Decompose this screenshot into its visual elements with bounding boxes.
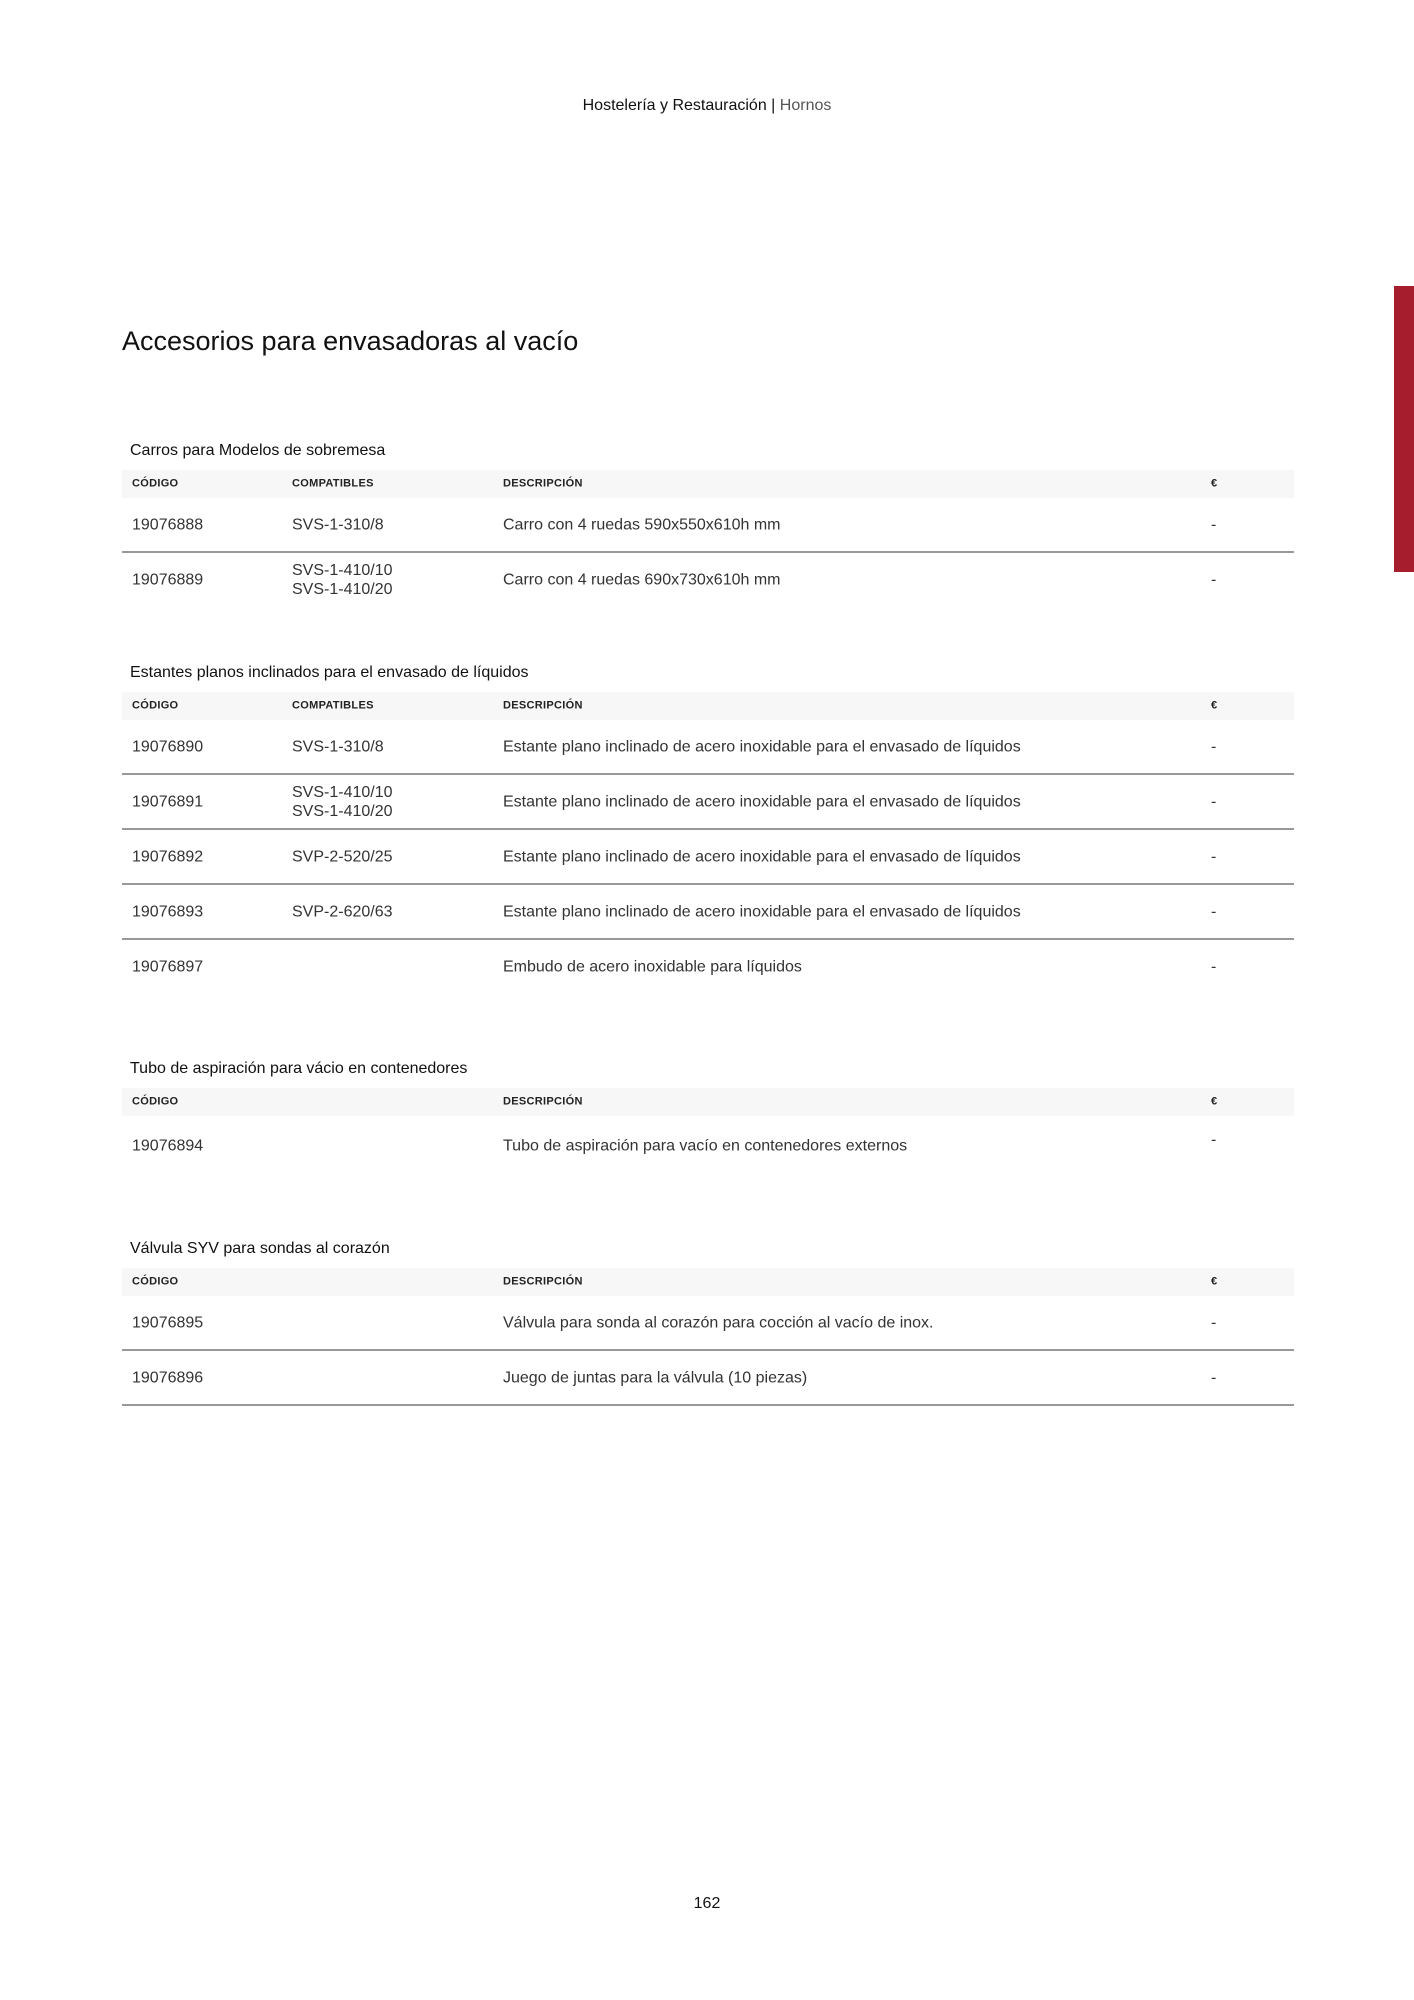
section-title: Válvula SYV para sondas al corazón	[130, 1240, 390, 1257]
table-header	[122, 692, 1294, 720]
table-row	[122, 553, 1294, 606]
running-header	[0, 97, 1414, 115]
col-price: €	[1211, 699, 1218, 712]
row-compat: SVS-1-310/8	[292, 516, 384, 533]
row-desc: Estante plano inclinado de acero inoxidable para el envasado de líquidos	[503, 848, 1021, 865]
section-tubo	[122, 1060, 1294, 1176]
col-code: CÓDIGO	[132, 477, 179, 490]
row-compat: SVS-1-310/8	[292, 738, 384, 755]
col-description: DESCRIPCIÓN	[503, 699, 583, 712]
col-price: €	[1211, 1095, 1218, 1108]
row-desc: Tubo de aspiración para vacío en contenedores externos	[503, 1137, 908, 1155]
compat-item: SVS-1-410/20	[292, 580, 393, 598]
table-row	[122, 885, 1294, 940]
row-code: 19076894	[132, 1137, 204, 1155]
row-price: -	[1211, 1314, 1217, 1331]
row-desc: Carro con 4 ruedas 690x730x610h mm	[503, 571, 781, 588]
row-desc: Carro con 4 ruedas 590x550x610h mm	[503, 516, 781, 533]
row-desc: Juego de juntas para la válvula (10 piezas)	[503, 1369, 808, 1386]
section-title: Tubo de aspiración para vácio en contenedores	[130, 1060, 468, 1077]
table-row	[122, 775, 1294, 830]
header-separator: |	[771, 97, 776, 114]
col-code: CÓDIGO	[132, 1275, 179, 1288]
row-price: -	[1211, 903, 1217, 920]
row-code: 19076889	[132, 571, 204, 588]
row-compat	[292, 561, 393, 599]
row-code: 19076891	[132, 793, 204, 810]
row-price: -	[1211, 571, 1217, 588]
row-code: 19076888	[132, 516, 204, 533]
row-price: -	[1211, 848, 1217, 865]
row-price: -	[1211, 958, 1217, 975]
col-description: DESCRIPCIÓN	[503, 1095, 583, 1108]
col-price: €	[1211, 477, 1218, 490]
row-price: -	[1211, 1131, 1217, 1149]
row-price: -	[1211, 793, 1217, 810]
col-code: CÓDIGO	[132, 699, 179, 712]
table-header	[122, 1088, 1294, 1116]
row-desc: Estante plano inclinado de acero inoxidable para el envasado de líquidos	[503, 903, 1021, 920]
row-price: -	[1211, 738, 1217, 755]
page-number: 162	[693, 1895, 721, 1912]
row-compat: SVP-2-520/25	[292, 848, 393, 865]
row-code: 19076893	[132, 903, 204, 920]
table-header	[122, 470, 1294, 498]
row-code: 19076892	[132, 848, 204, 865]
table-row	[122, 1116, 1294, 1176]
table-row	[122, 1296, 1294, 1351]
section-estantes	[122, 664, 1294, 993]
row-code: 19076897	[132, 958, 204, 975]
section-title: Carros para Modelos de sobremesa	[130, 442, 386, 459]
row-compat: SVP-2-620/63	[292, 903, 393, 920]
col-code: CÓDIGO	[132, 1095, 179, 1108]
table-row	[122, 830, 1294, 885]
table-row	[122, 940, 1294, 993]
row-code: 19076890	[132, 738, 204, 755]
page-title: Accesorios para envasadoras al vacío	[122, 326, 579, 356]
row-price: -	[1211, 516, 1217, 533]
section-title: Estantes planos inclinados para el envasado de líquidos	[130, 664, 529, 681]
table-header	[122, 1268, 1294, 1296]
row-desc: Estante plano inclinado de acero inoxidable para el envasado de líquidos	[503, 738, 1021, 755]
col-description: DESCRIPCIÓN	[503, 1275, 583, 1288]
compat-item: SVS-1-410/10	[292, 783, 393, 801]
header-subsection: Hornos	[779, 97, 832, 114]
section-valvula	[122, 1240, 1294, 1406]
row-compat	[292, 783, 393, 821]
table-row	[122, 1351, 1294, 1406]
row-price: -	[1211, 1369, 1217, 1386]
col-description: DESCRIPCIÓN	[503, 477, 583, 490]
header-section: Hostelería y Restauración	[582, 97, 767, 114]
table-row	[122, 498, 1294, 553]
col-compatibles: COMPATIBLES	[292, 699, 374, 712]
row-desc: Válvula para sonda al corazón para cocción al vacío de inox.	[503, 1314, 934, 1331]
col-compatibles: COMPATIBLES	[292, 477, 374, 490]
row-desc: Estante plano inclinado de acero inoxidable para el envasado de líquidos	[503, 793, 1021, 810]
compat-item: SVS-1-410/10	[292, 561, 393, 579]
section-carros	[122, 442, 1294, 606]
col-price: €	[1211, 1275, 1218, 1288]
row-code: 19076895	[132, 1314, 204, 1331]
compat-item: SVS-1-410/20	[292, 802, 393, 820]
row-desc: Embudo de acero inoxidable para líquidos	[503, 958, 802, 975]
section-color-tab	[1394, 286, 1414, 572]
row-code: 19076896	[132, 1369, 204, 1386]
table-row	[122, 720, 1294, 775]
